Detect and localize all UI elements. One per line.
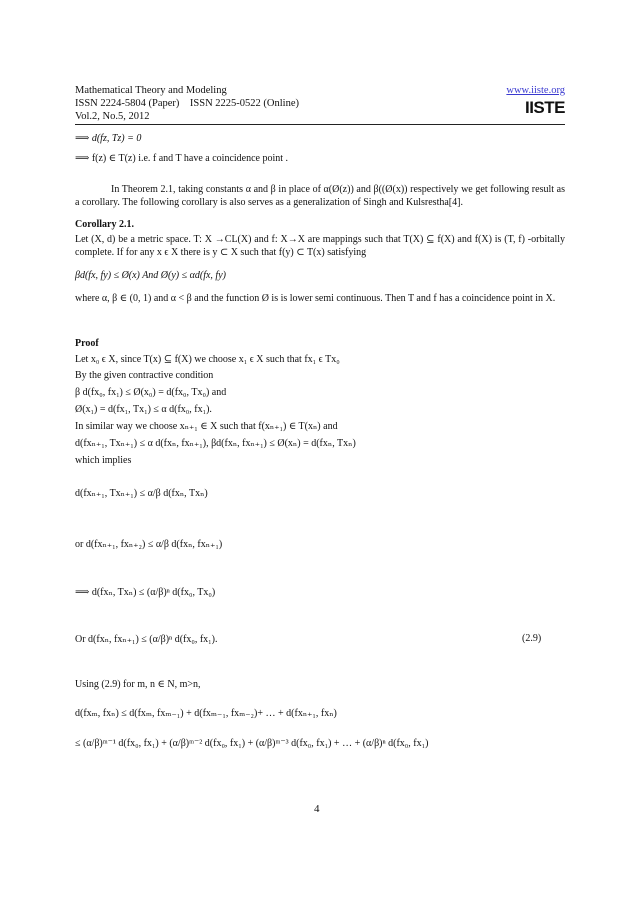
equation-4: Or d(fxₙ, fxₙ₊₁) ≤ (α/β)ⁿ d(fx₀, fx₁). (75, 634, 218, 645)
corollary-where-clause: where α, β ∈ (0, 1) and α < β and the function Ø is is lower semi continuous. Then T and f has a coincidence point in X. (75, 293, 556, 304)
issn-line: ISSN 2224-5804 (Paper) ISSN 2225-0522 (Online) (75, 98, 299, 109)
proof-line-5: In similar way we choose xₙ₊₁ ∈ X such that f(xₙ₊₁) ∈ T(xₙ) and (75, 421, 338, 432)
journal-title: Mathematical Theory and Modeling (75, 85, 227, 96)
corollary-heading: Corollary 2.1. (75, 219, 134, 230)
implication-line-1: ⟹ d(fz, Tz) = 0 (75, 133, 142, 144)
corollary-statement: Let (X, d) be a metric space. T: X →CL(X) and f: X→X are mappings such that T(X) ⊆ f(X) and f(X) is (T, f) -orbitally complete. If for any x ϵ X there is y ⊂ X such that f(y) ⊂ T(x) satisfying (75, 234, 565, 258)
iiste-logo: IISTE (524, 98, 565, 117)
contractive-condition: βd(fx, fy) ≤ Ø(x) And Ø(y) ≤ αd(fx, fy) (75, 270, 226, 281)
implication-line-2: ⟹ f(z) ∈ T(z) i.e. f and T have a coincidence point . (75, 153, 289, 164)
proof-line-6: d(fxₙ₊₁, Txₙ₊₁) ≤ α d(fxₙ, fxₙ₊₁), βd(fxₙ, fxₙ₊₁) ≤ Ø(xₙ) = d(fxₙ, Txₙ) (75, 438, 356, 449)
proof-heading: Proof (75, 338, 99, 349)
proof-line-7: which implies (75, 455, 132, 466)
header-rule (75, 124, 565, 125)
proof-line-8: Using (2.9) for m, n ∈ N, m>n, (75, 679, 201, 690)
equation-5: d(fxₘ, fxₙ) ≤ d(fxₘ, fxₘ₋₁) + d(fxₘ₋₁, fxₘ₋₂)+ … + d(fxₙ₊₁, fxₙ) (75, 708, 337, 719)
proof-line-3: β d(fx₀, fx₁) ≤ Ø(x₀) = d(fx₀, Tx₀) and (75, 387, 227, 398)
equation-6: ≤ (α/β)ᵐ⁻¹ d(fx₀, fx₁) + (α/β)ᵐ⁻² d(fx₀, fx₁) + (α/β)ᵐ⁻³ d(fx₀, fx₁) + … + (α/β)ⁿ d(fx₀, fx₁) (75, 738, 429, 749)
volume-line: Vol.2, No.5, 2012 (75, 111, 150, 122)
proof-line-1: Let x₀ ϵ X, since T(x) ⊆ f(X) we choose x₁ ϵ X such that fx₁ ϵ Tx₀ (75, 354, 340, 365)
page-number: 4 (314, 803, 320, 815)
journal-url-link[interactable]: www.iiste.org (506, 85, 565, 96)
proof-line-4: Ø(x₁) = d(fx₁, Tx₁) ≤ α d(fx₀, fx₁). (75, 404, 212, 415)
proof-line-2: By the given contractive condition (75, 370, 214, 381)
equation-2: or d(fxₙ₊₁, fxₙ₊₂) ≤ α/β d(fxₙ, fxₙ₊₁) (75, 539, 223, 550)
equation-1: d(fxₙ₊₁, Txₙ₊₁) ≤ α/β d(fxₙ, Txₙ) (75, 488, 208, 499)
equation-3: ⟹ d(fxₙ, Txₙ) ≤ (α/β)ⁿ d(fx₀, Tx₀) (75, 587, 216, 598)
paragraph-theorem-note: In Theorem 2.1, taking constants α and β in place of α(Ø(z)) and β((Ø(x)) respectively we get following result as a corollary. The following corollary is also serves as a generalization of Singh and Kulsrestha[4]. (75, 184, 565, 208)
equation-number-2-9: (2.9) (522, 633, 542, 644)
page-header (75, 84, 565, 123)
